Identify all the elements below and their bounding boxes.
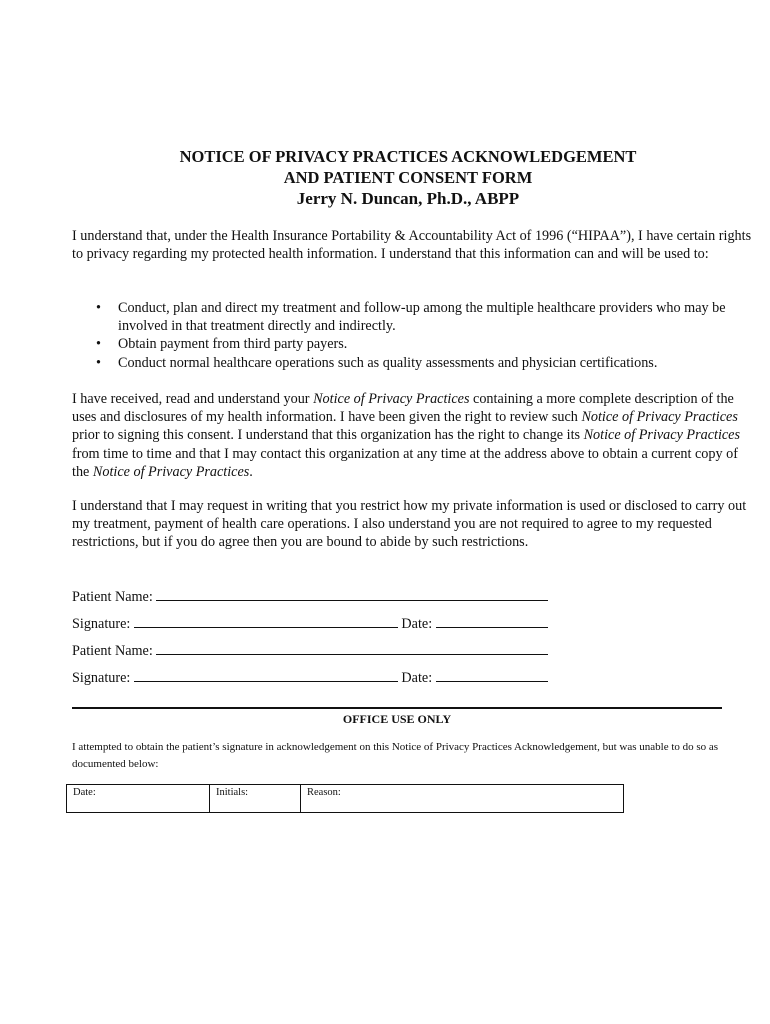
bullet-icon: • — [96, 300, 101, 316]
notice-title-ref: Notice of Privacy Practices — [581, 409, 738, 426]
date-label: Date: — [401, 616, 433, 632]
signature-label: Signature: — [72, 670, 131, 686]
usage-bullet-list — [72, 299, 732, 372]
title-line-2: AND PATIENT CONSENT FORM — [283, 168, 533, 187]
hipaa-intro-paragraph: I understand that, under the Health Insurance Portability & Accountability Act of 1996 (“HIPAA”), I have certain rights to privacy regarding my protected health information. I understand that this information can and will be used to: — [72, 228, 752, 263]
office-use-heading: OFFICE USE ONLY — [342, 712, 452, 726]
para2-text-1: I have received, read and understand your — [72, 391, 314, 407]
para2-text-4: from time to time and that I may contact this organization at any time at the address above to obtain a current copy of the — [72, 445, 738, 480]
patient-name-label: Patient Name: — [72, 589, 153, 605]
bullet-item — [72, 354, 732, 372]
patient-name-field[interactable] — [156, 586, 548, 601]
patient-name-field[interactable] — [156, 640, 548, 655]
notice-title-ref: Notice of Privacy Practices — [92, 463, 250, 480]
patient-name-row-1 — [72, 586, 548, 606]
bullet-text: Conduct, plan and direct my treatment and follow-up among the multiple healthcare providers who may be involved in that treatment directly and indirectly. — [118, 300, 726, 335]
signature-row-2 — [72, 667, 548, 687]
signature-label: Signature: — [72, 616, 131, 632]
date-label: Date: — [401, 670, 433, 686]
table-row — [67, 785, 624, 813]
notice-received-paragraph — [72, 390, 752, 481]
patient-name-row-2 — [72, 640, 548, 660]
bullet-item — [72, 335, 732, 353]
date-cell[interactable]: Date: — [67, 785, 210, 813]
para2-text-2: containing a more complete description of the uses and disclosures of my health information. I have been given the right to review such — [72, 391, 734, 426]
bullet-item — [72, 299, 732, 335]
bullet-text: Conduct normal healthcare operations such as quality assessments and physician certifications. — [118, 354, 658, 371]
signature-field[interactable] — [134, 613, 398, 628]
title-line-1: NOTICE OF PRIVACY PRACTICES ACKNOWLEDGEMENT — [179, 147, 637, 166]
bullet-text: Obtain payment from third party payers. — [118, 336, 348, 353]
reason-cell[interactable]: Reason: — [301, 785, 624, 813]
bullet-icon: • — [96, 354, 101, 371]
bullet-icon: • — [96, 336, 101, 353]
initials-cell[interactable]: Initials: — [210, 785, 301, 813]
restriction-request-paragraph: I understand that I may request in writing that you restrict how my private information is used or disclosed to carry out my treatment, payment of health care operations. I also understand you are not required to agree to my requested restrictions, but if you do agree then you are bound to abide by such restrictions. — [72, 498, 747, 551]
provider-name: Jerry N. Duncan, Ph.D., ABPP — [296, 189, 520, 208]
signature-field[interactable] — [134, 667, 398, 682]
form-title — [0, 146, 770, 209]
patient-name-label: Patient Name: — [72, 643, 153, 659]
notice-title-ref: Notice of Privacy Practices — [583, 427, 740, 444]
para2-text-5: . — [249, 463, 253, 480]
office-use-note: I attempted to obtain the patient’s signature in acknowledgement on this Notice of Privacy Practices Acknowledgement, but was unable to do so as documented below: — [72, 741, 719, 770]
para2-text-3: prior to signing this consent. I understand that this organization has the right to change its — [72, 427, 584, 444]
date-field[interactable] — [436, 613, 548, 628]
signature-row-1 — [72, 613, 548, 633]
date-field[interactable] — [436, 667, 548, 682]
notice-title-ref: Notice of Privacy Practices — [313, 391, 470, 407]
section-divider — [72, 707, 722, 709]
office-use-table — [66, 784, 624, 813]
